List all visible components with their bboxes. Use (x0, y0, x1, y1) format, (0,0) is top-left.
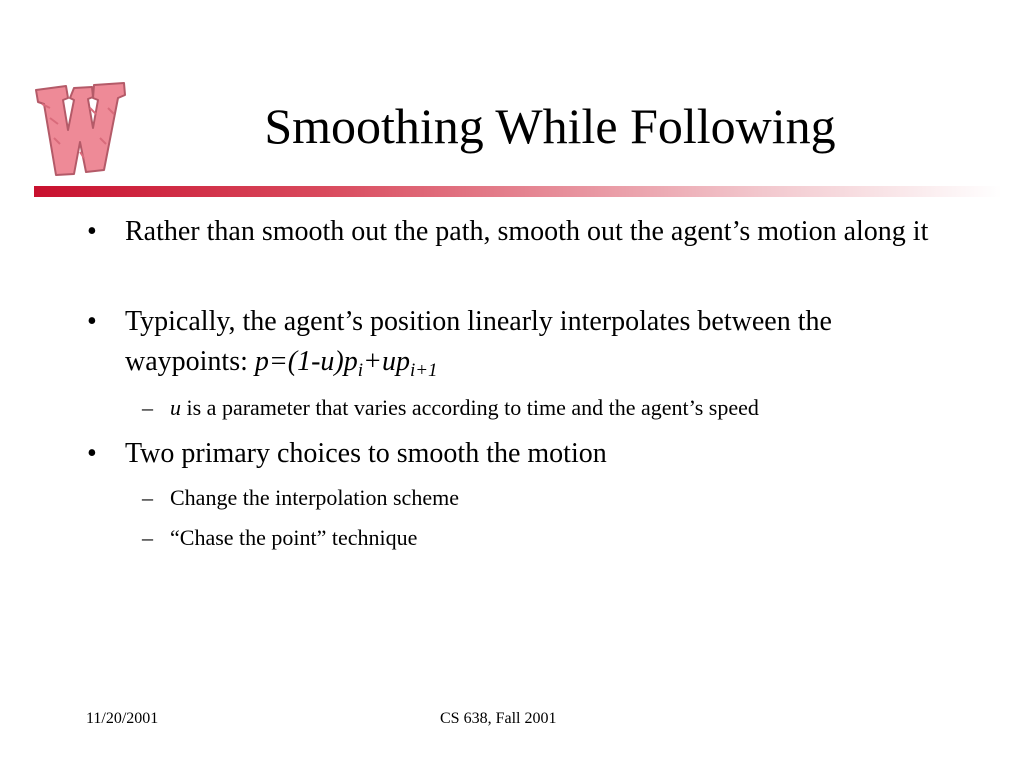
bullet-item (87, 434, 955, 474)
bullet-marker: • (87, 306, 97, 337)
sub-bullet-text: is a parameter that varies according to time and the agent’s speed (181, 395, 759, 420)
formula-variable: u (170, 395, 181, 420)
sub-bullet-text: “Chase the point” technique (170, 525, 418, 550)
formula-subscript: i+1 (409, 360, 438, 381)
bullet-text: Two primary choices to smooth the motion (125, 438, 607, 469)
sub-bullet-marker: – (142, 485, 153, 510)
formula-subscript: i (357, 360, 364, 381)
bullet-marker: • (87, 216, 97, 247)
sub-bullet-item (142, 522, 970, 554)
footer-course: CS 638, Fall 2001 (440, 710, 557, 727)
sub-bullet-text: Change the interpolation scheme (170, 485, 459, 510)
bullet-item (87, 212, 955, 252)
slide-title: Smoothing While Following (264, 98, 836, 154)
bullet-marker: • (87, 438, 97, 469)
formula (254, 346, 438, 381)
sub-bullet-item (142, 482, 970, 514)
footer-date: 11/20/2001 (86, 710, 159, 727)
formula-mid: +up (363, 346, 410, 377)
bullet-text: Rather than smooth out the path, smooth out the agent’s motion along it (125, 216, 929, 247)
sub-bullet-marker: – (142, 525, 153, 550)
sub-bullet-item (142, 392, 970, 424)
bullet-text: Typically, the agent’s position linearly interpolates between the waypoints: (125, 306, 832, 377)
bullet-item (87, 302, 955, 391)
formula-lhs: p=(1-u)p (254, 346, 358, 377)
sub-bullet-marker: – (142, 395, 153, 420)
